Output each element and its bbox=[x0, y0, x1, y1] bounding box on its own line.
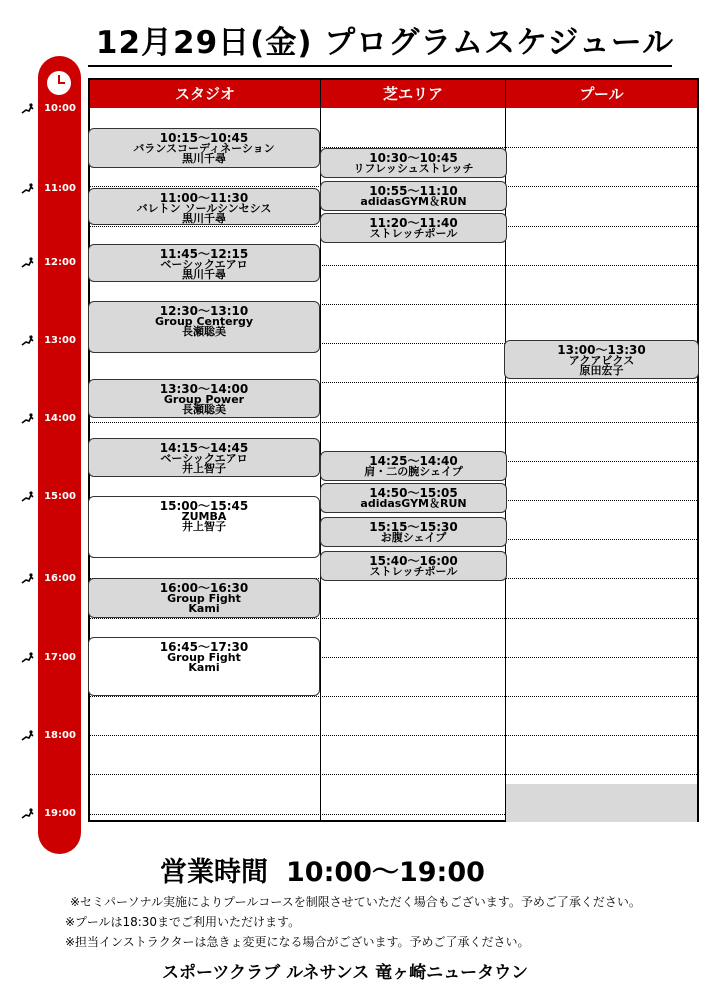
program-name: ZUMBA bbox=[181, 510, 227, 523]
clock-icon bbox=[47, 71, 71, 95]
program-time: 14:50～15:05 bbox=[369, 486, 458, 500]
business-hours-value: 10:00～19:00 bbox=[286, 857, 485, 888]
time-label: 12:00 bbox=[44, 257, 76, 268]
program-name: Group Centergy bbox=[154, 315, 254, 328]
program-name: ベーシックエアロ bbox=[160, 451, 248, 465]
program-time: 14:15～14:45 bbox=[159, 440, 249, 455]
note: ※担当インストラクターは急きょ変更になる場合がございます。予めご了承ください。 bbox=[65, 935, 530, 949]
program-name: アクアビクス bbox=[568, 354, 635, 367]
program-name: 肩・二の腕シェイプ bbox=[364, 464, 463, 478]
program-time: 12:30～13:10 bbox=[159, 304, 249, 318]
time-label: 13:00 bbox=[44, 335, 76, 346]
runner-icon bbox=[20, 727, 36, 739]
grid-row-line bbox=[90, 618, 697, 619]
grid-row-line bbox=[90, 774, 697, 775]
program-time: 16:00～16:30 bbox=[159, 581, 249, 595]
runner-icon bbox=[20, 254, 36, 266]
program-instructor: 黒川千尋 bbox=[182, 152, 226, 165]
program-name: ストレッチポール bbox=[369, 226, 458, 240]
time-label: 16:00 bbox=[44, 573, 76, 584]
runner-icon bbox=[20, 332, 36, 344]
program-name: バランスコーディネーション bbox=[133, 142, 275, 155]
runner-icon bbox=[20, 488, 36, 500]
club-name: スポーツクラブ ルネサンス 竜ヶ崎ニュータウン bbox=[162, 963, 529, 983]
program-studio bbox=[88, 379, 320, 418]
note: ※セミパーソナル実施によりプールコースを制限させていただく場合もございます。予めご了承ください。 bbox=[70, 895, 641, 909]
runner-icon bbox=[20, 805, 36, 817]
time-label: 11:00 bbox=[44, 183, 76, 194]
program-studio bbox=[88, 637, 320, 696]
schedule-grid bbox=[88, 78, 699, 822]
program-name: バレトン ソールシンセシス bbox=[136, 202, 272, 215]
runner-icon bbox=[20, 100, 36, 112]
time-label: 19:00 bbox=[44, 808, 76, 819]
program-instructor: 原田宏子 bbox=[579, 364, 624, 377]
program-instructor: 黒川千尋 bbox=[182, 267, 226, 281]
program-name: お腹シェイプ bbox=[380, 530, 447, 544]
program-pool bbox=[504, 340, 699, 379]
title-underline bbox=[88, 65, 672, 67]
runner-icon bbox=[20, 570, 36, 582]
program-grass bbox=[320, 451, 507, 481]
program-name: adidasGYM＆RUN bbox=[360, 195, 467, 209]
time-label: 15:00 bbox=[44, 491, 76, 502]
program-grass bbox=[320, 181, 507, 211]
column-header-grass: 芝エリア bbox=[321, 80, 505, 108]
program-name: リフレッシュストレッチ bbox=[353, 162, 474, 175]
program-time: 11:20～11:40 bbox=[369, 215, 458, 230]
program-name: adidasGYM＆RUN bbox=[360, 497, 467, 510]
column-header-studio: スタジオ bbox=[90, 80, 320, 108]
program-studio bbox=[88, 301, 320, 353]
program-grass bbox=[320, 148, 507, 178]
program-time: 16:45～17:30 bbox=[159, 640, 249, 655]
business-hours-label: 営業時間 bbox=[160, 857, 268, 888]
program-instructor: Kami bbox=[188, 602, 220, 615]
program-time: 10:55～11:10 bbox=[369, 184, 458, 199]
grid-row-line bbox=[90, 422, 697, 423]
program-instructor: 井上智子 bbox=[182, 520, 226, 533]
pool-closed-shade bbox=[506, 784, 697, 822]
program-instructor: 井上智子 bbox=[182, 461, 226, 475]
note: ※プールは18:30までご利用いただけます。 bbox=[65, 915, 301, 929]
program-name: Group Fight bbox=[167, 592, 241, 605]
program-studio bbox=[88, 438, 320, 477]
program-time: 15:15～15:30 bbox=[369, 519, 458, 534]
program-studio bbox=[88, 578, 320, 618]
program-time: 11:45～12:15 bbox=[159, 246, 249, 261]
time-label: 14:00 bbox=[44, 413, 76, 424]
time-label: 17:00 bbox=[44, 652, 76, 663]
program-instructor: 長瀬聡美 bbox=[182, 403, 226, 416]
program-studio bbox=[88, 128, 320, 168]
runner-icon bbox=[20, 649, 36, 661]
program-instructor: Kami bbox=[188, 661, 220, 675]
program-studio bbox=[88, 188, 320, 225]
runner-icon bbox=[20, 410, 36, 422]
page-title: 12月29日(金) プログラムスケジュール bbox=[95, 25, 675, 61]
runner-icon bbox=[20, 180, 36, 192]
program-time: 10:15～10:45 bbox=[159, 131, 249, 145]
program-name: ベーシックエアロ bbox=[160, 257, 248, 271]
program-time: 15:00～15:45 bbox=[159, 499, 249, 513]
program-time: 10:30～10:45 bbox=[369, 151, 458, 165]
grid-row-line bbox=[90, 735, 697, 736]
column-header-pool: プール bbox=[506, 80, 697, 108]
program-studio bbox=[88, 244, 320, 282]
time-label: 18:00 bbox=[44, 730, 76, 741]
program-grass bbox=[320, 551, 507, 581]
program-name: ストレッチポール bbox=[369, 564, 458, 578]
program-time: 14:25～14:40 bbox=[369, 453, 458, 468]
program-time: 13:00～13:30 bbox=[557, 343, 646, 357]
program-instructor: 長瀬聡美 bbox=[182, 325, 226, 338]
program-instructor: 黒川千尋 bbox=[182, 212, 226, 225]
program-grass bbox=[320, 517, 507, 547]
program-studio bbox=[88, 496, 320, 558]
program-time: 13:30～14:00 bbox=[159, 382, 249, 396]
business-hours bbox=[160, 850, 560, 889]
program-name: Group Fight bbox=[167, 651, 241, 665]
program-time: 11:00～11:30 bbox=[159, 191, 249, 205]
program-time: 15:40～16:00 bbox=[369, 553, 458, 568]
time-label: 10:00 bbox=[44, 103, 76, 114]
program-grass bbox=[320, 483, 507, 513]
grid-row-line bbox=[90, 696, 697, 697]
program-grass bbox=[320, 213, 507, 243]
program-name: Group Power bbox=[163, 393, 245, 406]
